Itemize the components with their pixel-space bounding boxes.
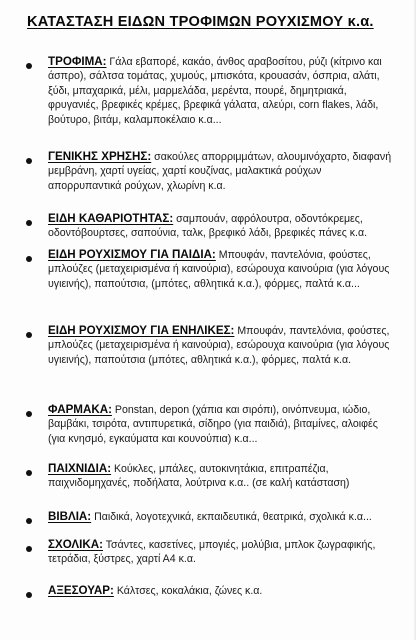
item-body: σαμπουάν, αφρόλουτρα, οδοντόκρεμες, οδοντόβουρτσες, σαπούνια, ταλκ, βρεφικό λάδι, βρεφικές πάνες κ.α. xyxy=(48,213,368,240)
bullet-icon xyxy=(26,546,32,552)
item-heading: ΕΙΔΗ ΚΑΘΑΡΙΟΤΗΤΑΣ: xyxy=(48,212,174,225)
item-text xyxy=(48,538,393,567)
item-body: Κάλτσες, κοκαλάκια, ζώνες κ.α. xyxy=(113,585,263,597)
item-heading: ΒΙΒΛΙΑ: xyxy=(48,510,92,523)
item-heading: ΕΙΔΗ ΡΟΥΧΙΣΜΟΥ ΓΙΑ ΕΝΗΛΙΚΕΣ: xyxy=(48,324,235,337)
item-heading: ΠΑΙΧΝΙΔΙΑ: xyxy=(48,462,112,475)
bullet-icon xyxy=(26,220,32,226)
bullet-icon xyxy=(26,518,32,524)
item-heading: ΕΙΔΗ ΡΟΥΧΙΣΜΟΥ ΓΙΑ ΠΑΙΔΙΑ: xyxy=(48,248,216,261)
item-body: Τσάντες, κασετίνες, μπογιές, μολύβια, μπλοκ ζωγραφικής, τετράδια, ξύστρες, χαρτί Α4 κ.α. xyxy=(48,539,376,566)
item-text xyxy=(48,150,393,193)
bullet-icon xyxy=(26,63,32,69)
page-title: ΚΑΤΑΣΤΑΣΗ ΕΙΔΩΝ ΤΡΟΦΙΜΩΝ ΡΟΥΧΙΣΜΟΥ κ.α. xyxy=(27,14,374,30)
item-body: Μπουφάν, παντελόνια, φούστες, μπλούζες (μεταχειρισμένα ή καινούρια), εσώρουχα καινούρια (για λόγους υγιεινής), παπούτσια, (μπότες, αθλητικά κ.α.), φόρμες, παλτά κ.α... xyxy=(48,249,390,290)
bullet-icon xyxy=(26,411,32,417)
item-text xyxy=(48,510,393,524)
item-heading: ΓΕΝΙΚΗΣ ΧΡΗΣΗΣ: xyxy=(48,150,152,163)
bullet-icon xyxy=(26,592,32,598)
bullet-icon xyxy=(26,158,32,164)
item-body: Ponstan, depon (χάπια και σιρόπι), οινόπνευμα, ιώδιο, βαμβάκι, τσιρότα, αντιπυρετικά, σίδηρο (για παιδιά), βιταμίνες, αλοιφές (για κνησμό, εγκαύματα και κουνούπια) κ.α... xyxy=(48,404,378,445)
item-body: Γάλα εβαπορέ, κακάο, άνθος αραβοσίτου, ρύζι (κίτρινο και άσπρο), σάλτσα τομάτας, χυμούς, μπισκότα, κρουασάν, όσπρια, αλάτι, ξύδι, μπαχαρικά, μέλι, μαρμελάδα, μερέντα, πουρέ, δημητριακά, φρυγανιές, βρεφικές κρέμες, βρεφικά γάλατα, αλεύρι, corn flakes, λάδι, βούτυρο, βιτάμ, καλαμποκέλαιο κ.α... xyxy=(48,56,382,126)
item-text xyxy=(48,324,393,367)
item-heading: ΣΧΟΛΙΚΑ: xyxy=(48,538,103,551)
item-heading: ΦΑΡΜΑΚΑ: xyxy=(48,403,112,416)
item-text xyxy=(48,584,393,598)
bullet-icon xyxy=(26,332,32,338)
item-text xyxy=(48,462,393,491)
item-body: Μπουφάν, παντελόνια, φούστες, μπλούζες (μεταχειρισμένα ή καινούρια), εσώρουχα καινούρια (για λόγους υγιεινής), παπούτσια (μπότες, αθλητικά κ.α.), φόρμες, παλτά κ.α. xyxy=(48,325,390,366)
item-body: Παιδικά, λογοτεχνικά, εκπαιδευτικά, θεατρικά, σχολικά κ.α... xyxy=(91,511,372,523)
item-heading: ΤΡΟΦΙΜΑ: xyxy=(48,55,107,68)
item-text xyxy=(48,248,393,291)
item-text xyxy=(48,212,393,241)
item-heading: ΑΞΕΣΟΥΑΡ: xyxy=(48,584,114,597)
item-text xyxy=(48,403,393,446)
bullet-icon xyxy=(26,470,32,476)
item-body: Κούκλες, μπάλες, αυτοκινητάκια, επιτραπέζια, παιχνιδομηχανές, ποδήλατα, λούτρινα κ.α.. (σε καλή κατάσταση) xyxy=(48,463,350,490)
bullet-icon xyxy=(26,256,32,262)
item-body: σακούλες απορριμμάτων, αλουμινόχαρτο, διαφανή μεμβράνη, χαρτί υγείας, χαρτί κουζίνας, μαλακτικά ρούχων απορρυπαντικά ρούχων, χλωρίνη κ.α. xyxy=(48,151,392,192)
item-text xyxy=(48,55,393,127)
